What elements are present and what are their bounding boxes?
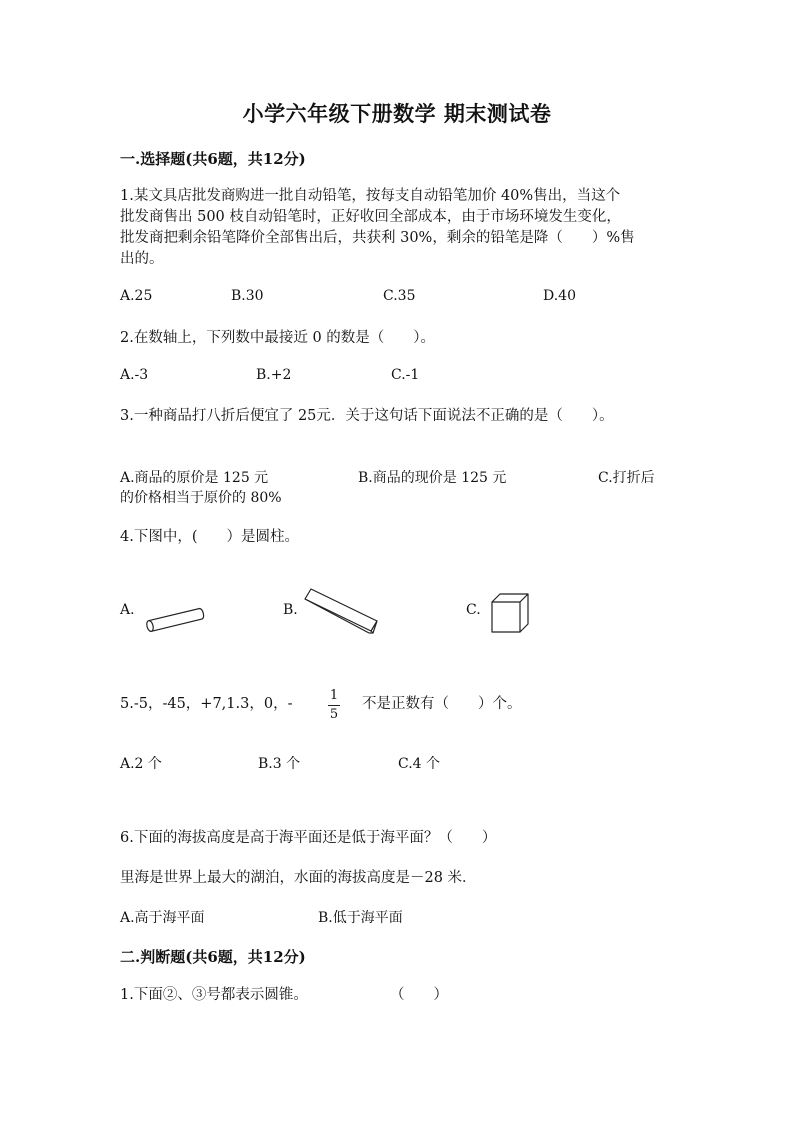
q5-text-after: 不是正数有（ ）个。: [362, 696, 522, 712]
q1-line-3: 批发商把剩余铅笔降价全部售出后，共获利 30%，剩余的铅笔是降（ ）%售: [120, 230, 635, 246]
q1-line-1: 1.某文具店批发商购进一批自动铅笔，按每支自动铅笔加价 40%售出，当这个: [120, 188, 621, 204]
j1-answer-bracket: （ ）: [390, 987, 448, 1003]
q3-text: 3.一种商品打八折后便宜了 25元．关于这句话下面说法不正确的是（ ）。: [120, 408, 614, 424]
cylinder-icon: [143, 607, 207, 635]
q6-context: 里海是世界上最大的湖泊，水面的海拔高度是－28 米．: [120, 870, 477, 886]
q5-option-b: B.3 个: [258, 756, 301, 772]
q5-option-a: A.2 个: [120, 756, 162, 772]
q3-option-b: B.商品的现价是 125 元: [358, 470, 507, 486]
fraction-numerator: 1: [329, 688, 339, 703]
q1-option-c: C.35: [383, 288, 416, 304]
q2-option-c: C.-1: [391, 367, 420, 383]
q2-text: 2.在数轴上，下列数中最接近 0 的数是（ ）。: [120, 330, 436, 346]
q3-option-c: C.打折后: [598, 470, 655, 486]
fraction-one-fifth: [326, 688, 342, 723]
q5-option-c: C.4 个: [398, 756, 441, 772]
fraction-denominator: 5: [329, 707, 339, 722]
fraction-bar: [328, 705, 340, 706]
j1-text: 1.下面②、③号都表示圆锥。: [120, 987, 308, 1003]
q1-line-2: 批发商售出 500 枝自动铅笔时，正好收回全部成本，由于市场环境发生变化，: [120, 209, 621, 225]
q1-line-4: 出的。: [120, 251, 164, 267]
q3-option-a: A.商品的原价是 125 元: [120, 470, 269, 486]
section-heading-judgement: 二.判断题(共6题，共12分): [120, 948, 306, 966]
q2-option-b: B.+2: [256, 367, 292, 383]
triangular-prism-icon: [303, 587, 383, 639]
q4-option-b: B.: [283, 602, 298, 618]
page-title: 小学六年级下册数学 期末测试卷: [242, 101, 552, 126]
q6-option-a: A.高于海平面: [120, 910, 205, 926]
q6-text: 6.下面的海拔高度是高于海平面还是低于海平面？（ ）: [120, 830, 497, 846]
section-heading-choice: 一.选择题(共6题，共12分): [120, 150, 306, 168]
q2-option-a: A.-3: [120, 367, 149, 383]
q4-option-a: A.: [120, 602, 135, 618]
q6-option-b: B.低于海平面: [318, 910, 403, 926]
q1-option-b: B.30: [231, 288, 264, 304]
q1-option-a: A.25: [120, 288, 153, 304]
q4-text: 4.下图中，( ）是圆柱。: [120, 529, 299, 545]
q1-option-d: D.40: [543, 288, 576, 304]
cube-icon: [490, 592, 530, 634]
q3-option-c-continuation: 的价格相当于原价的 80%: [120, 490, 282, 506]
q4-option-c: C.: [466, 602, 481, 618]
q5-text-before: 5.-5，-45，+7,1.3，0，-: [120, 696, 293, 712]
